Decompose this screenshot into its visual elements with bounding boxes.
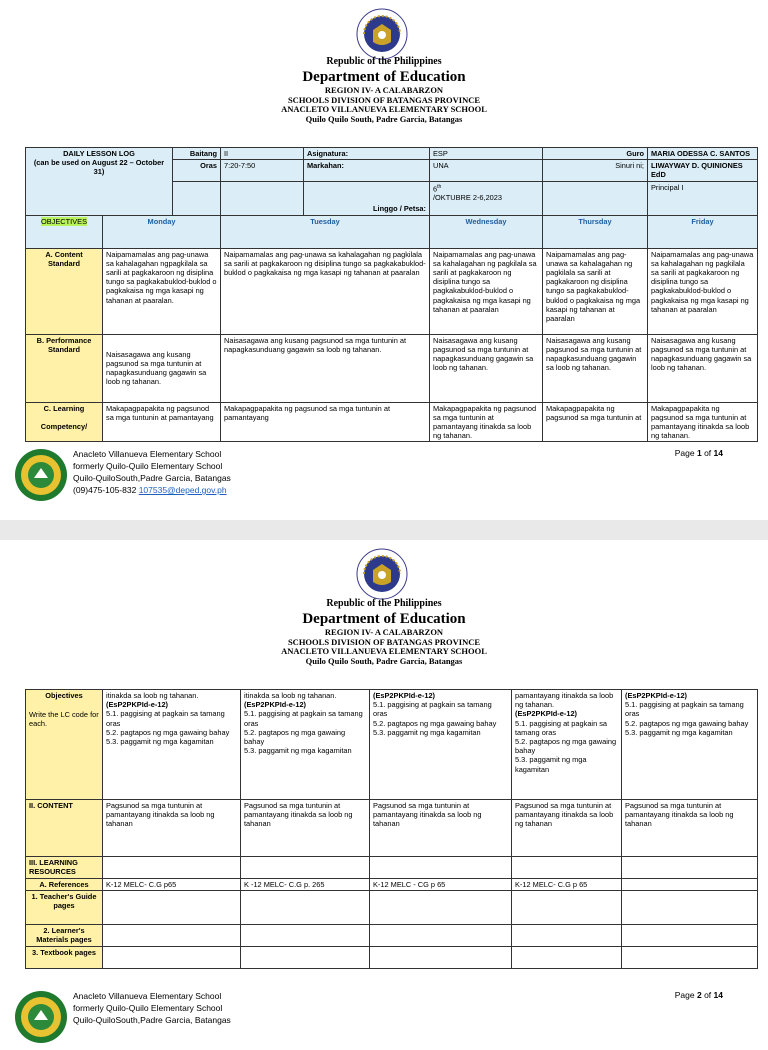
dll-title-cell bbox=[26, 148, 173, 216]
guro-label: Guro bbox=[543, 148, 648, 160]
teachers-guide-row bbox=[26, 891, 758, 925]
friday-header: Friday bbox=[648, 215, 758, 248]
footer-former-name: formerly Quilo-Quilo Elementary School bbox=[73, 1003, 223, 1013]
objectives-wednesday bbox=[370, 690, 512, 800]
thursday-header: Thursday bbox=[543, 215, 648, 248]
asignatura-label: Asignatura: bbox=[304, 148, 430, 160]
wednesday-code: (EsP2PKPId-e-12) bbox=[373, 691, 436, 700]
content-monday: Pagsunod sa mga tuntunin at pamantayang itinakda sa loob ng tahanan bbox=[103, 800, 241, 857]
page-separator bbox=[0, 520, 768, 540]
empty-cell bbox=[622, 925, 758, 947]
monday-item3: 5.3. paggamit ng mga kagamitan bbox=[106, 737, 214, 747]
content-row bbox=[26, 800, 758, 857]
monday-pre: itinakda sa loob ng tahanan. bbox=[106, 691, 199, 700]
empty-cell bbox=[622, 947, 758, 969]
teachers-guide-label: 1. Teacher's Guide pages bbox=[26, 891, 103, 925]
empty-cell bbox=[512, 891, 622, 925]
empty-cell bbox=[512, 857, 622, 879]
content-friday: Pagsunod sa mga tuntunin at pamantayang itinakda sa loob ng tahanan bbox=[622, 800, 758, 857]
republic-line: Republic of the Philippines bbox=[326, 56, 442, 67]
footer-contact bbox=[73, 484, 231, 496]
learners-materials-row bbox=[26, 925, 758, 947]
address-line: Quilo Quilo South, Padre Garcia, Batangas bbox=[305, 113, 463, 124]
of-word: of bbox=[701, 448, 714, 458]
content-tuesday: Pagsunod sa mga tuntunin at pamantayang itinakda sa loob ng tahanan bbox=[241, 800, 370, 857]
friday-item2: 5.2. pagtapos ng mga gawaing bahay bbox=[625, 718, 749, 728]
guro-value: MARIA ODESSA C. SANTOS bbox=[648, 148, 758, 160]
footer-location: Quilo-QuiloSouth,Padre Garcia, Batangas bbox=[73, 1015, 231, 1025]
content-standard-row bbox=[26, 248, 758, 334]
total-pages: 14 bbox=[713, 990, 723, 1000]
letterhead bbox=[0, 598, 768, 666]
learning-competency-thursday: Makapagpapakita ng pagsunod sa mga tuntunin at bbox=[543, 402, 648, 442]
learning-competency-friday: Makapagpapakita ng pagsunod sa mga tuntunin at pamantayang itinakda sa loob ng tahanan. bbox=[648, 402, 758, 442]
empty-cell bbox=[543, 181, 648, 215]
empty-cell bbox=[103, 857, 241, 879]
current-page: 2 bbox=[696, 990, 702, 1000]
objectives-friday bbox=[622, 690, 758, 800]
objectives-thursday bbox=[512, 690, 622, 800]
wednesday-item3: 5.3. paggamit ng mga kagamitan bbox=[373, 727, 481, 737]
page-number bbox=[675, 448, 723, 458]
learners-materials-label: 2. Learner's Materials pages bbox=[26, 925, 103, 947]
references-tuesday: K -12 MELC- C.G p. 265 bbox=[241, 879, 370, 891]
deped-seal-icon bbox=[356, 8, 408, 60]
performance-standard-row bbox=[26, 334, 758, 402]
lc-label-line2: Competency/ bbox=[40, 421, 88, 431]
page-word: Page bbox=[674, 990, 697, 1000]
objectives-monday bbox=[103, 690, 241, 800]
footer-location: Quilo-QuiloSouth,Padre Garcia, Batangas bbox=[73, 473, 231, 483]
objectives-label: Objectives bbox=[45, 691, 83, 700]
baitang-label: Baitang bbox=[173, 148, 221, 160]
content-standard-monday: Naipamamalas ang pag-unawa sa kahalagahan ngpagkilala sa sarili at pagkakaroon ng disiplina tungo sa pagkakabuklod-buklod o pagkakaisa ng mga kasapi ng tahanan at paaralan. bbox=[103, 248, 221, 334]
footer-phone: (09)475-105-832 bbox=[73, 485, 139, 495]
references-wednesday: K-12 MELC - CG p 65 bbox=[370, 879, 512, 891]
info-row-1 bbox=[26, 148, 758, 160]
empty-cell bbox=[370, 947, 512, 969]
empty-cell bbox=[622, 857, 758, 879]
wednesday-item2: 5.2. pagtapos ng mga gawaing bahay bbox=[373, 718, 497, 728]
department-title: Department of Education bbox=[302, 611, 466, 627]
petsa-value: /OKTUBRE 2-6,2023 bbox=[433, 193, 503, 203]
lesson-log-table bbox=[25, 147, 758, 442]
linggo-label: Linggo / Petsa: bbox=[304, 181, 430, 215]
learning-competency-monday: Makapagpapakita ng pagsunod sa mga tuntunin at pamantayang bbox=[103, 402, 221, 442]
oras-label: Oras bbox=[173, 160, 221, 181]
learning-resources-label: III. LEARNING RESOURCES bbox=[26, 857, 103, 879]
baitang-value: II bbox=[221, 148, 304, 160]
footer-address bbox=[73, 448, 231, 496]
tuesday-item1: 5.1. paggising at pagkain sa tamang oras bbox=[244, 709, 363, 728]
objectives-label-cell bbox=[26, 690, 103, 800]
learning-competency-label bbox=[26, 402, 103, 442]
region-line: REGION IV- A CALABARZON bbox=[324, 627, 444, 637]
lc-label-line1: C. Learning bbox=[43, 403, 85, 413]
markahan-value: UNA bbox=[430, 160, 543, 181]
lesson-log-table-continued bbox=[25, 689, 758, 969]
empty-cell bbox=[103, 891, 241, 925]
wednesday-item1: 5.1. paggising at pagkain sa tamang oras bbox=[373, 700, 492, 719]
performance-standard-monday: Naisasagawa ang kusang pagsunod sa mga tuntunin at napagkasunduang gagawin sa loob ng tahanan. bbox=[103, 334, 221, 402]
empty-cell bbox=[622, 879, 758, 891]
school-line: ANACLETO VILLANUEVA ELEMENTARY SCHOOL bbox=[281, 646, 487, 656]
friday-item3: 5.3. paggamit ng mga kagamitan bbox=[625, 727, 733, 737]
references-monday: K-12 MELC- C.G p65 bbox=[103, 879, 241, 891]
footer-school: Anacleto Villanueva Elementary School bbox=[73, 449, 222, 459]
empty-cell bbox=[241, 857, 370, 879]
objectives-header bbox=[26, 215, 103, 248]
document-page-2 bbox=[0, 540, 768, 1024]
objectives-note: Write the LC code for each. bbox=[29, 710, 99, 729]
empty-cell bbox=[370, 925, 512, 947]
tuesday-header: Tuesday bbox=[221, 215, 430, 248]
objectives-label: OBJECTIVES bbox=[41, 216, 87, 226]
monday-item1: 5.1. paggising at pagkain sa tamang oras bbox=[106, 709, 225, 728]
textbook-label: 3. Textbook pages bbox=[26, 947, 103, 969]
empty-cell bbox=[241, 891, 370, 925]
learning-resources-row bbox=[26, 857, 758, 879]
textbook-row bbox=[26, 947, 758, 969]
empty-cell bbox=[370, 857, 512, 879]
performance-standard-tuesday: Naisasagawa ang kusang pagsunod sa mga tuntunin at napagkasunduang gagawin sa loob ng tahanan. bbox=[221, 334, 430, 402]
department-title: Department of Education bbox=[302, 69, 466, 85]
learning-competency-wednesday: Makapagpapakita ng pagsunod sa mga tuntunin at pamantayang itinakda sa loob ng tahanan. bbox=[430, 402, 543, 442]
performance-standard-wednesday: Naisasagawa ang kusang pagsunod sa mga tuntunin at napagkasunduang gagawin sa loob ng tahanan. bbox=[430, 334, 543, 402]
markahan-label: Markahan: bbox=[304, 160, 430, 181]
document-page-1 bbox=[0, 0, 768, 520]
thursday-item2: 5.2. pagtapos ng mga gawaing bahay bbox=[515, 737, 617, 756]
monday-header: Monday bbox=[103, 215, 221, 248]
empty-cell bbox=[241, 925, 370, 947]
days-header-row bbox=[26, 215, 758, 248]
empty-cell bbox=[103, 925, 241, 947]
dll-title: DAILY LESSON LOG bbox=[63, 149, 135, 158]
friday-code: (EsP2PKPId-e-12) bbox=[625, 691, 688, 700]
performance-standard-thursday: Naisasagawa ang kusang pagsunod sa mga tuntunin at napagkasunduang gagawin sa loob ng tahanan. bbox=[543, 334, 648, 402]
school-logo-icon bbox=[14, 448, 68, 502]
thursday-code: (EsP2PKPId-e-12) bbox=[515, 709, 578, 719]
tuesday-code: (EsP2PKPId-e-12) bbox=[244, 700, 307, 710]
sinuri-label: Sinuri ni; bbox=[543, 160, 648, 181]
content-standard-tuesday: Naipamamalas ang pag-unawa sa kahalagahan ng pagkilala sa sarili at pagkakaroon ng disiplina tungo sa pagkakabuklod-buklod o pagkakaisa ng mga kasapi ng tahanan at paaralan bbox=[221, 248, 430, 334]
empty-cell bbox=[370, 891, 512, 925]
empty-cell bbox=[241, 947, 370, 969]
footer-email-link[interactable]: 107535@deped.gov.ph bbox=[138, 485, 227, 495]
sinuri-value: LIWAYWAY D. QUINIONES EdD bbox=[648, 160, 758, 181]
thursday-pre: pamantayang itinakda sa loob ng tahanan. bbox=[515, 691, 614, 710]
tuesday-pre: itinakda sa loob ng tahanan. bbox=[244, 691, 337, 700]
content-wednesday: Pagsunod sa mga tuntunin at pamantayang itinakda sa loob ng tahanan bbox=[370, 800, 512, 857]
total-pages: 14 bbox=[713, 448, 723, 458]
performance-standard-friday: Naisasagawa ang kusang pagsunod sa mga tuntunin at napagkasunduang gagawin sa loob ng tahanan. bbox=[648, 334, 758, 402]
objectives-tuesday bbox=[241, 690, 370, 800]
address-line: Quilo Quilo South, Padre Garcia, Batangas bbox=[305, 655, 463, 666]
linggo-petsa-value bbox=[430, 181, 543, 215]
linggo-value: 6 bbox=[433, 184, 438, 194]
empty-cell bbox=[173, 181, 221, 215]
division-line: SCHOOLS DIVISION OF BATANGAS PROVINCE bbox=[287, 636, 481, 647]
letterhead bbox=[0, 56, 768, 124]
references-thursday: K-12 MELC- C.G p 65 bbox=[512, 879, 622, 891]
oras-value: 7:20-7:50 bbox=[221, 160, 304, 181]
principal-value: Principal I bbox=[648, 181, 758, 215]
page-footer bbox=[0, 448, 768, 508]
empty-cell bbox=[622, 891, 758, 925]
tuesday-item2: 5.2. pagtapos ng mga gawaing bahay bbox=[244, 727, 346, 747]
performance-standard-label: B. Performance Standard bbox=[26, 334, 103, 402]
content-standard-friday: Naipamamalas ang pag-unawa sa kahalagahan ng pagkilala sa sarili at pagkakaroon ng disiplina tungo sa pagkakabuklod-buklod o pagkakaisa ng mga kasapi ng tahanan at paaralan bbox=[648, 248, 758, 334]
references-label: A. References bbox=[26, 879, 103, 891]
thursday-item3: 5.3. paggamit ng mga kagamitan bbox=[515, 755, 587, 774]
footer-school: Anacleto Villanueva Elementary School bbox=[73, 991, 222, 1001]
linggo-sup: th bbox=[437, 183, 442, 190]
content-label: II. CONTENT bbox=[26, 800, 103, 857]
empty-cell bbox=[512, 947, 622, 969]
empty-cell bbox=[103, 947, 241, 969]
republic-line: Republic of the Philippines bbox=[326, 598, 442, 609]
thursday-item1: 5.1. paggising at pagkain sa tamang oras bbox=[515, 718, 608, 737]
friday-item1: 5.1. paggising at pagkain sa tamang oras bbox=[625, 700, 744, 719]
asignatura-value: ESP bbox=[430, 148, 543, 160]
school-logo-icon bbox=[14, 990, 68, 1044]
tuesday-item3: 5.3. paggamit ng mga kagamitan bbox=[244, 746, 352, 756]
empty-cell bbox=[221, 181, 304, 215]
of-word: of bbox=[701, 990, 714, 1000]
division-line: SCHOOLS DIVISION OF BATANGAS PROVINCE bbox=[287, 94, 481, 105]
page-number bbox=[675, 990, 723, 1000]
monday-code: (EsP2PKPId-e-12) bbox=[106, 700, 169, 710]
objectives-row bbox=[26, 690, 758, 800]
monday-item2: 5.2. pagtapos ng mga gawaing bahay bbox=[106, 727, 230, 737]
references-row bbox=[26, 879, 758, 891]
school-line: ANACLETO VILLANUEVA ELEMENTARY SCHOOL bbox=[281, 104, 487, 114]
wednesday-header: Wednesday bbox=[430, 215, 543, 248]
learning-competency-tuesday: Makapagpapakita ng pagsunod sa mga tuntunin at pamantayang bbox=[221, 402, 430, 442]
page-footer bbox=[0, 990, 768, 1050]
content-thursday: Pagsunod sa mga tuntunin at pamantayang itinakda sa loob ng tahanan bbox=[512, 800, 622, 857]
region-line: REGION IV- A CALABARZON bbox=[324, 85, 444, 95]
deped-seal-icon bbox=[356, 548, 408, 600]
empty-cell bbox=[512, 925, 622, 947]
footer-address bbox=[73, 990, 231, 1026]
content-standard-thursday: Naipamamalas ang pag-unawa sa kahalagahan ng pagkilala sa sarili at pagkakaroon ng disiplina tungo sa pagkakabuklod-buklod o pagkakaisa ng mga kasapi ng tahanan at paaralan bbox=[543, 248, 648, 334]
content-standard-wednesday: Naipamamalas ang pag-unawa sa kahalagahan ng pagkilala sa sarili at pagkakaroon ng disiplina tungo sa pagkakabuklod-buklod o pagkakaisa ng mga kasapi ng tahanan at paaralan bbox=[430, 248, 543, 334]
dll-date-range: (can be used on August 22 – October 31) bbox=[33, 158, 165, 177]
footer-former-name: formerly Quilo-Quilo Elementary School bbox=[73, 461, 223, 471]
page-word: Page bbox=[674, 448, 697, 458]
content-standard-label: A. Content Standard bbox=[26, 248, 103, 334]
current-page: 1 bbox=[696, 448, 702, 458]
learning-competency-row bbox=[26, 402, 758, 442]
